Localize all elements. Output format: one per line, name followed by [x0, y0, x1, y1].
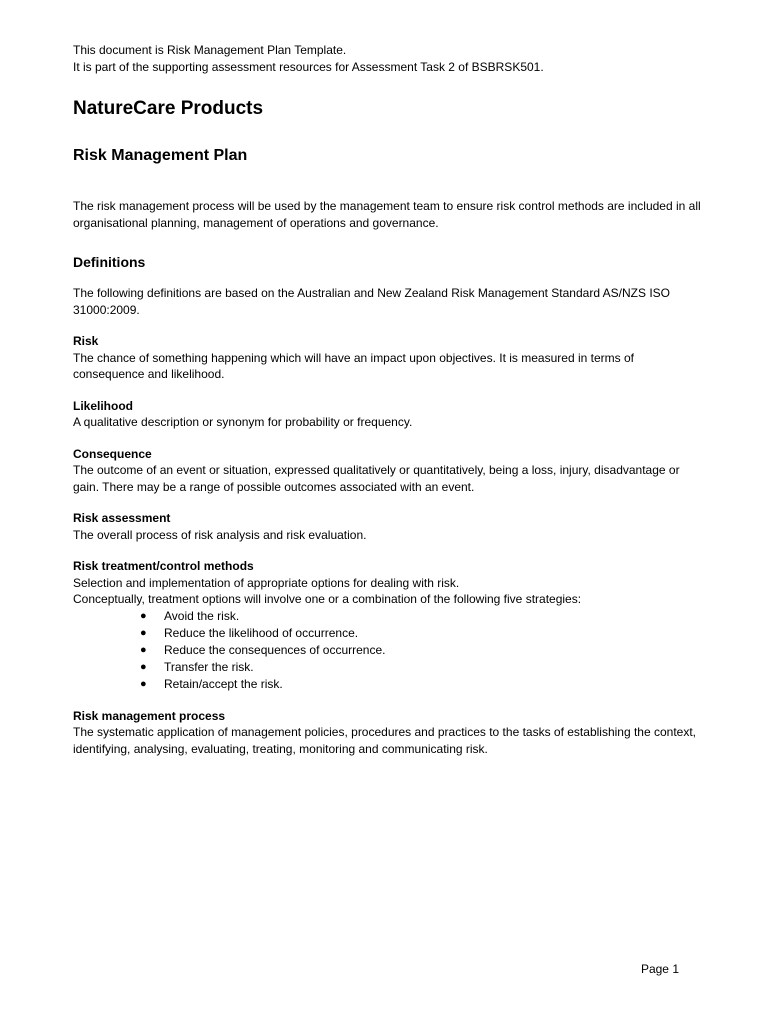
list-item [73, 642, 703, 659]
page-number: Page 1 [640, 962, 679, 976]
purpose-paragraph: The risk management process will be used by the management team to ensure risk control methods are included in all organisational planning, management of operations and governance. [73, 199, 701, 230]
definition-risk-assessment [73, 510, 703, 543]
term-heading: Risk management process [73, 708, 226, 723]
list-item-text: Reduce the likelihood of occurrence. [164, 625, 359, 640]
bullet-icon: ● [140, 626, 147, 639]
bullet-icon: ● [140, 660, 147, 673]
term-definition: The chance of something happening which will have an impact upon objectives. It is measured in terms of consequence and likelihood. [73, 350, 634, 381]
list-item-text: Transfer the risk. [164, 659, 254, 674]
term-definition: A qualitative description or synonym for probability or frequency. [73, 415, 413, 429]
document-page [73, 42, 703, 757]
term-definition: Selection and implementation of appropriate options for dealing with risk. [73, 575, 460, 590]
term-definition: Conceptually, treatment options will involve one or a combination of the following five strategies: [73, 592, 582, 606]
bullet-icon: ● [140, 677, 147, 690]
term-heading: Risk [73, 334, 99, 348]
term-heading: Risk assessment [73, 511, 171, 525]
definitions-intro: The following definitions are based on the Australian and New Zealand Risk Management Standard AS/NZS ISO 31000:2009. [73, 286, 671, 317]
bullet-icon: ● [140, 609, 147, 622]
term-heading: Likelihood [73, 398, 133, 413]
definitions-heading: Definitions [73, 254, 146, 270]
definition-likelihood [73, 398, 703, 431]
list-item [73, 659, 703, 676]
plan-title: Risk Management Plan [73, 147, 248, 164]
definition-consequence [73, 446, 703, 496]
intro-line-1: This document is Risk Management Plan Template. [73, 43, 347, 57]
intro-line-2: It is part of the supporting assessment resources for Assessment Task 2 of BSBRSK501. [73, 59, 544, 74]
term-heading: Consequence [73, 446, 152, 461]
term-definition: The outcome of an event or situation, expressed qualitatively or quantitatively, being a loss, injury, disadvantage or gain. There may be a range of possible outcomes associated with an event. [73, 463, 680, 494]
bullet-icon: ● [140, 643, 147, 656]
term-definition: The overall process of risk analysis and risk evaluation. [73, 527, 367, 542]
company-title: NatureCare Products [73, 98, 264, 119]
definition-risk [73, 333, 703, 383]
list-item-text: Retain/accept the risk. [164, 676, 283, 691]
definition-risk-treatment [73, 558, 703, 693]
list-item [73, 676, 703, 693]
term-heading: Risk treatment/control methods [73, 559, 254, 573]
list-item [73, 625, 703, 642]
strategy-list [73, 608, 703, 693]
list-item-text: Avoid the risk. [164, 608, 240, 623]
list-item-text: Reduce the consequences of occurrence. [164, 642, 386, 657]
list-item [73, 608, 703, 625]
term-definition: The systematic application of management policies, procedures and practices to the tasks of establishing the context, identifying, analysing, evaluating, treating, monitoring and communicating risk. [73, 725, 697, 756]
definition-risk-management-process [73, 708, 703, 758]
